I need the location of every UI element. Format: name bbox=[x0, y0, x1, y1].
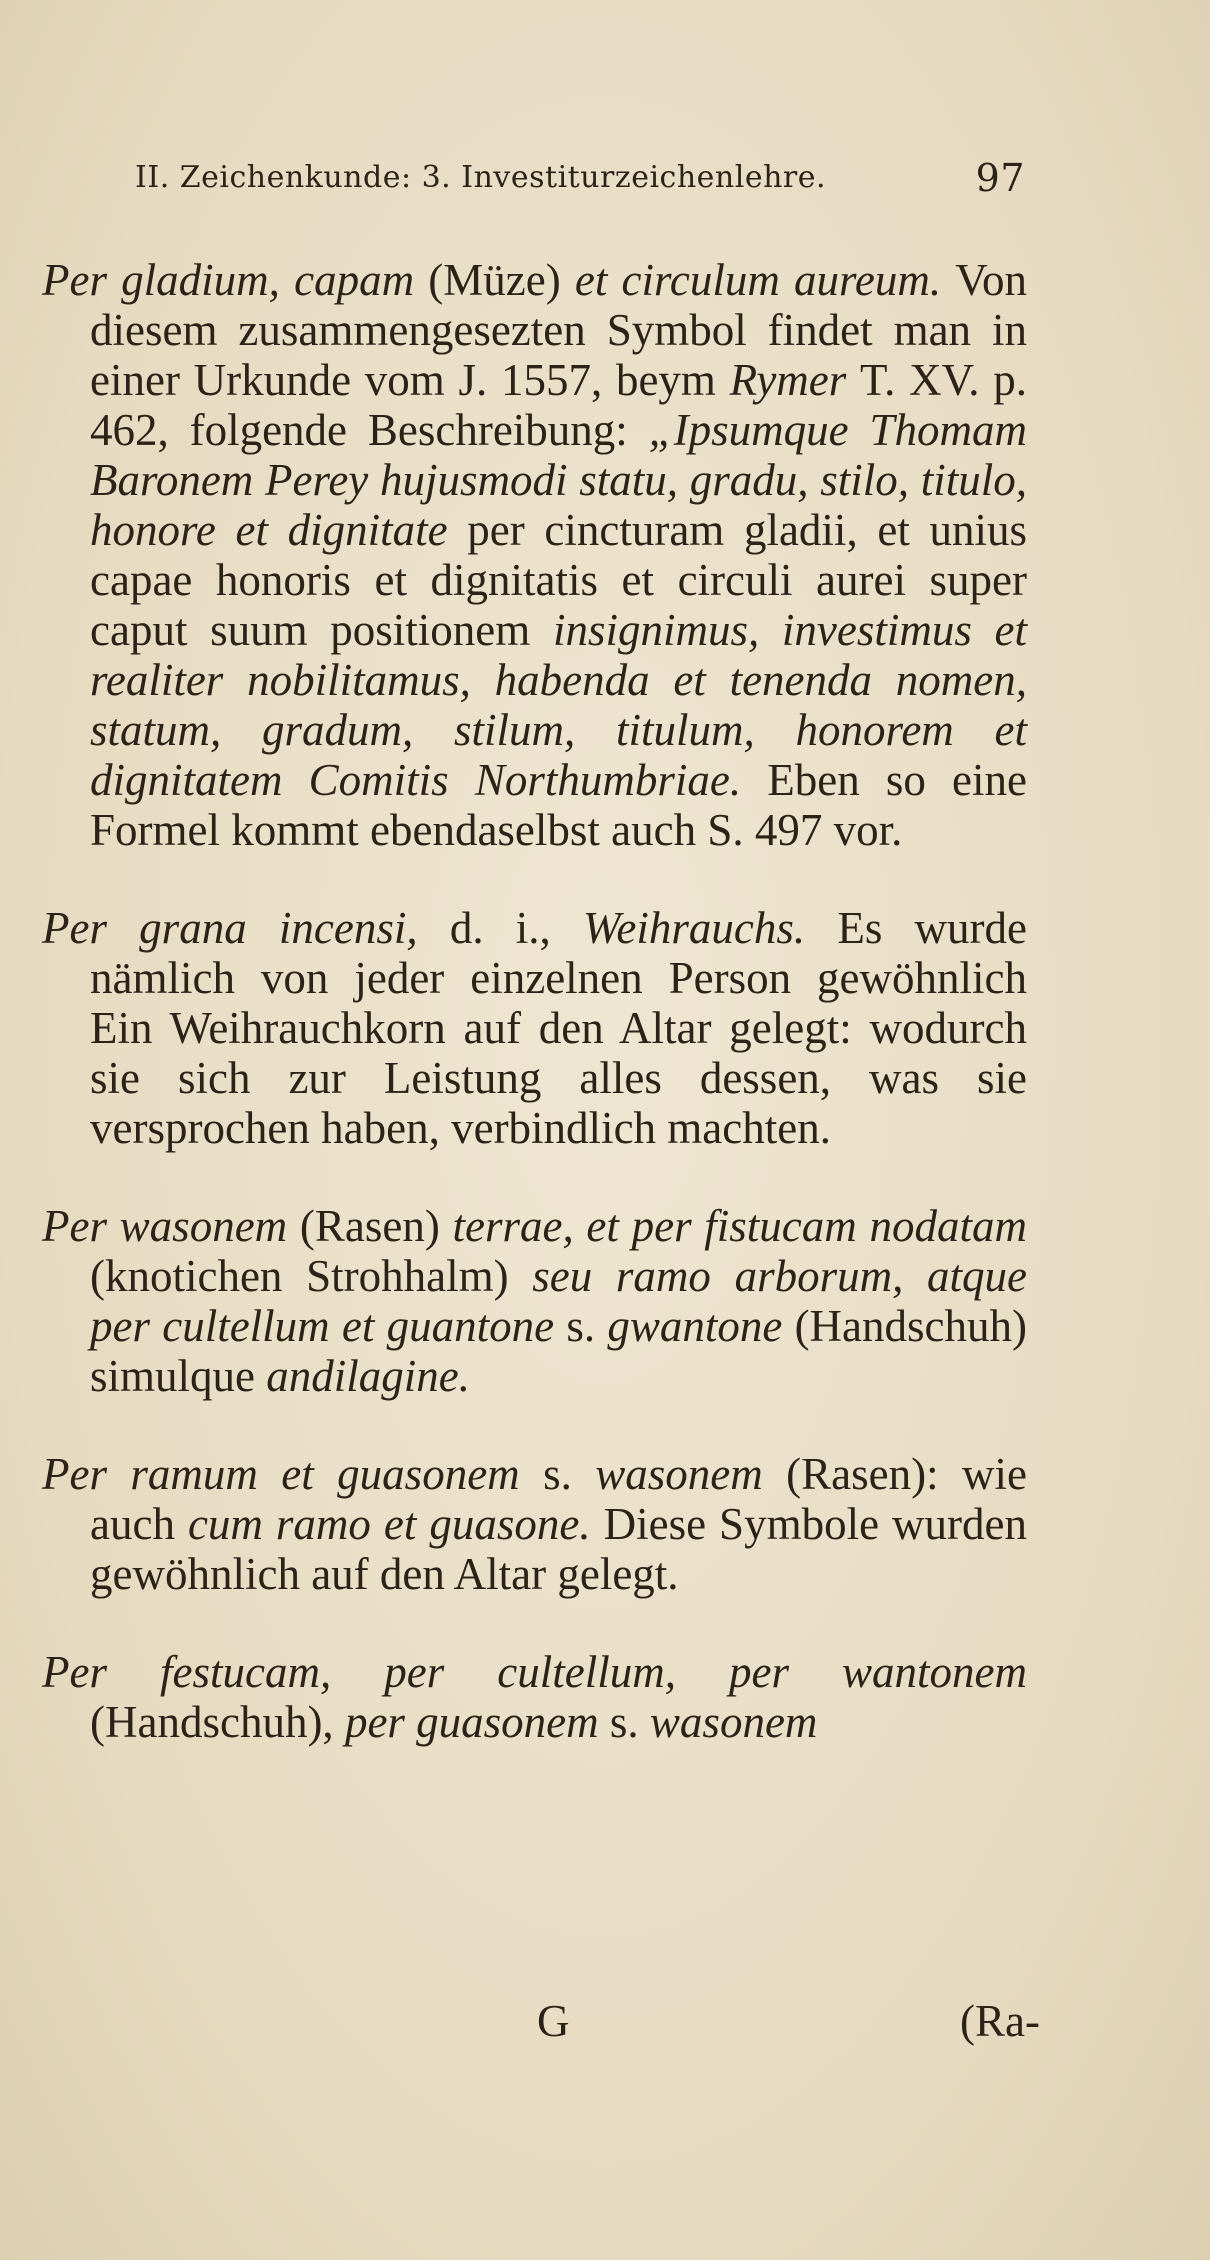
italic-text: wasonem bbox=[595, 1449, 787, 1499]
roman-text: Eben so eine Formel kommt ebendaselbst auch S. 497 vor. bbox=[90, 755, 1028, 855]
italic-text: Rymer bbox=[729, 355, 860, 405]
italic-text: Per wasonem bbox=[42, 1201, 300, 1251]
italic-text: wasonem bbox=[649, 1697, 818, 1747]
italic-text: seu ramo arborum, atque per cultellum et guantone bbox=[90, 1251, 1027, 1351]
italic-text: Per gladium, capam bbox=[42, 255, 429, 305]
italic-text: et circulum aureum. bbox=[574, 255, 956, 305]
italic-text: gwantone bbox=[607, 1301, 795, 1351]
roman-text: s. bbox=[609, 1697, 650, 1747]
italic-text: terrae, et per fistucam nodatam bbox=[452, 1201, 1027, 1251]
roman-text: Von diesem zusammengesezten Symbol findet man in einer Urkunde vom J. 1557, beym bbox=[90, 255, 1027, 405]
roman-text: Es wurde nämlich von jeder einzelnen Person gewöhnlich Ein Weihrauchkorn auf den Altar gelegt: wodurch sie sich zur Leistung alles dessen, was sie versprochen haben, verbindlich machten. bbox=[90, 903, 1027, 1153]
roman-text: (Rasen) bbox=[299, 1201, 453, 1251]
italic-text: Per grana incensi, bbox=[42, 903, 450, 953]
running-title: II. Zeichenkunde: 3. Investiturzeichenlehre. bbox=[135, 160, 827, 195]
italic-text: per guasonem bbox=[344, 1697, 610, 1747]
roman-text: (Handschuh) simulque bbox=[90, 1301, 1027, 1401]
page-body bbox=[42, 255, 1027, 1795]
italic-text: insignimus, investimus et realiter nobilitamus, habenda et tenenda nomen, statum, gradum, stilum, titulum, honorem et dignitatem Comitis Northumbriae. bbox=[90, 605, 1027, 805]
glossary-entry bbox=[42, 903, 1027, 1153]
page-number: 97 bbox=[975, 156, 1025, 200]
italic-text: cum ramo et guasone. bbox=[187, 1499, 604, 1549]
roman-text: (knotichen Strohhalm) bbox=[90, 1251, 533, 1301]
roman-text: (Handschuh), bbox=[90, 1697, 345, 1747]
roman-text: s. bbox=[566, 1301, 608, 1351]
italic-text: „Ipsumque Thomam Baronem Perey hujusmodi statu, gradu, stilo, titulo, honore et dignitate bbox=[90, 405, 1027, 555]
roman-text: T. XV. p. 462, folgende Beschreibung: bbox=[90, 355, 1027, 455]
roman-text: Diese Symbole wurden gewöhnlich auf den Altar gelegt. bbox=[90, 1499, 1027, 1599]
glossary-entry bbox=[42, 1647, 1027, 1747]
italic-text: Weihrauchs. bbox=[583, 903, 838, 953]
roman-text: per cincturam gladii, et unius capae honoris et dignitatis et circuli aurei super caput suum positionem bbox=[90, 505, 1027, 655]
running-header bbox=[135, 156, 1025, 200]
glossary-entry bbox=[42, 1201, 1027, 1401]
roman-text: (Rasen): wie auch bbox=[90, 1449, 1027, 1549]
roman-text: (Müze) bbox=[428, 255, 575, 305]
roman-text: d. i., bbox=[449, 903, 584, 953]
catchword: (Ra- bbox=[960, 1996, 1040, 2046]
italic-text: Per ramum et guasonem bbox=[42, 1449, 544, 1499]
signature-mark: G bbox=[537, 1996, 570, 2046]
italic-text: Per festucam, per cultellum, per wantonem bbox=[42, 1647, 1027, 1697]
glossary-entry bbox=[42, 255, 1027, 855]
glossary-entry bbox=[42, 1449, 1027, 1599]
roman-text: s. bbox=[543, 1449, 596, 1499]
italic-text: andilagine. bbox=[266, 1351, 470, 1401]
